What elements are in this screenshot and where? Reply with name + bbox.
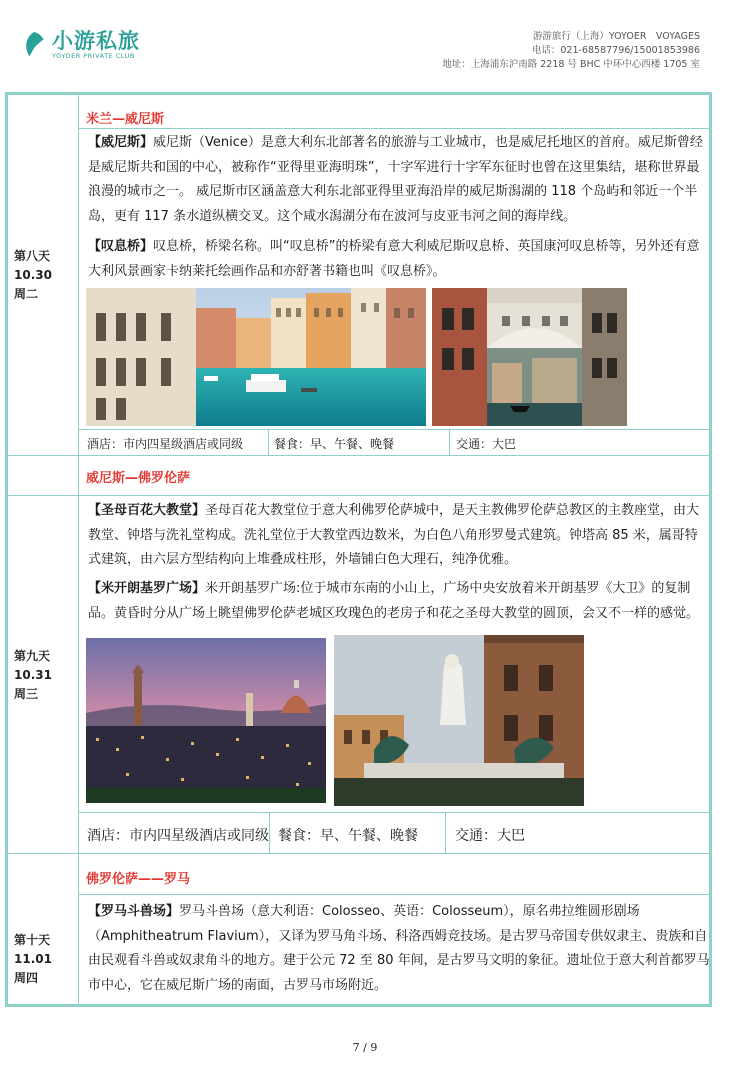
page-number: 7 / 9 [352, 1041, 378, 1054]
day10-date: 11.01 [14, 952, 52, 966]
leaf-logo-icon [22, 30, 46, 60]
day10-day: 第十天 [14, 933, 51, 947]
logo-name-en: YOYOER PRIVATE CLUB [52, 52, 135, 60]
title-bridge-of-sighs: 【叹息桥】 [88, 239, 154, 254]
paragraph-piazzale-michelangelo [88, 577, 710, 626]
day8-weekday: 周二 [14, 287, 39, 301]
title-colosseum: 【罗马斗兽场】 [88, 904, 180, 919]
route-day9: 威尼斯—佛罗伦萨 [86, 471, 191, 486]
row-divider [8, 853, 709, 854]
day9-weekday: 周三 [14, 687, 39, 701]
day9-date: 10.31 [14, 668, 52, 682]
row-divider [78, 429, 709, 430]
cell-divider [269, 812, 270, 854]
hotel-day8: 酒店：市内四星级酒店或同级 [87, 437, 244, 451]
cell-divider [449, 429, 450, 456]
contact-block [442, 30, 700, 72]
row-divider [8, 495, 709, 496]
meals-day8: 餐食：早、午餐、晚餐 [274, 437, 395, 451]
logo-name-cn: 小游私旅 [52, 29, 140, 53]
logo [22, 30, 140, 60]
page-header [0, 0, 730, 80]
paragraph-venice [88, 131, 710, 229]
row-divider [78, 894, 709, 895]
day10-label [8, 931, 78, 988]
text-bridge-of-sighs: 叹息桥，桥梁名称。叫“叹息桥”的桥梁有意大利威尼斯叹息桥、英国康河叹息桥等，另外还有意大利风景画家卡纳莱托绘画作品和亦舒著书籍也叫《叹息桥》。 [88, 239, 700, 279]
photo-bridge-of-sighs [432, 288, 627, 426]
day8-day: 第八天 [14, 249, 51, 263]
cell-divider [268, 429, 269, 456]
title-venice: 【威尼斯】 [88, 135, 154, 150]
transport-day8: 交通：大巴 [456, 437, 517, 451]
paragraph-bridge-of-sighs [88, 235, 710, 284]
day9-day: 第九天 [14, 649, 51, 663]
company-name: 游游旅行（上海）YOYOER VOYAGES [532, 31, 700, 42]
route-day10: 佛罗伦萨——罗马 [86, 872, 191, 887]
meals-day9: 餐食：早、午餐、晚餐 [278, 828, 418, 844]
title-florence-cathedral: 【圣母百花大教堂】 [88, 503, 206, 518]
phone-number: 电话：021-68587796/15001853986 [531, 45, 700, 56]
text-venice: 威尼斯（Venice）是意大利东北部著名的旅游与工业城市，也是威尼托地区的首府。威尼斯曾经是威尼斯共和国的中心，被称作“亚得里亚海明珠”，十字军进行十字军东征时也曾在这里集结，堪称世界最浪漫的城市之一。 威尼斯市区涵盖意大利东北部亚得里亚海沿岸的威尼斯潟湖的 118 个岛屿和邻近一个半岛，更有 117 条水道纵横交叉。这个咸水潟湖分布在波河与皮亚韦河之间的海岸线。 [88, 135, 703, 224]
paragraph-florence-cathedral [88, 499, 710, 573]
day10-weekday: 周四 [14, 971, 39, 985]
transport-day9: 交通：大巴 [455, 828, 525, 844]
address: 地址：上海浦东沪南路 2218 号 BHC 中环中心西楼 1705 室 [442, 59, 700, 70]
row-divider [78, 128, 709, 129]
day8-label [8, 247, 78, 304]
cell-divider [445, 812, 446, 854]
photo-venice-grand-canal [86, 288, 426, 426]
hotel-day9: 酒店：市内四星级酒店或同级 [87, 828, 269, 844]
title-piazzale-michelangelo: 【米开朗基罗广场】 [88, 581, 206, 596]
row-divider [8, 455, 709, 456]
itinerary-table [5, 92, 712, 1007]
photo-florence-skyline [86, 638, 326, 803]
paragraph-colosseum [88, 900, 710, 998]
row-divider [78, 812, 709, 813]
column-divider [78, 95, 79, 1004]
photo-neptune-fountain [334, 635, 584, 806]
day9-label [8, 647, 78, 704]
day8-date: 10.30 [14, 268, 52, 282]
text-florence-cathedral: 圣母百花大教堂位于意大利佛罗伦萨城中，是天主教佛罗伦萨总教区的主教座堂，由大教堂、钟塔与洗礼堂构成。洗礼堂位于大教堂西边数米，为白色八角形罗曼式建筑。钟塔高 85 米，属哥特式建筑，由六层方型结构向上堆叠成柱形，外墙铺白色大理石，纯净优雅。 [88, 503, 700, 567]
text-colosseum: 罗马斗兽场（意大利语：Colosseo、英语：Colosseum），原名弗拉维圆形剧场（Amphitheatrum Flavium），又译为罗马角斗场、科洛西姆竞技场。是古罗马帝国专供奴隶主、贵族和自由民观看斗兽或奴隶角斗的地方。建于公元 72 至 80 年间，是古罗马文明的象征。遗址位于意大利首都罗马市中心，它在威尼斯广场的南面，古罗马市场附近。 [88, 904, 710, 993]
route-day8: 米兰—威尼斯 [86, 112, 165, 127]
text-piazzale-michelangelo: 米开朗基罗广场:位于城市东南的小山上，广场中央安放着米开朗基罗《大卫》的复制品。黄昏时分从广场上眺望佛罗伦萨老城区玫瑰色的老房子和花之圣母大教堂的圆顶，会又不一样的感觉。 [88, 581, 700, 621]
